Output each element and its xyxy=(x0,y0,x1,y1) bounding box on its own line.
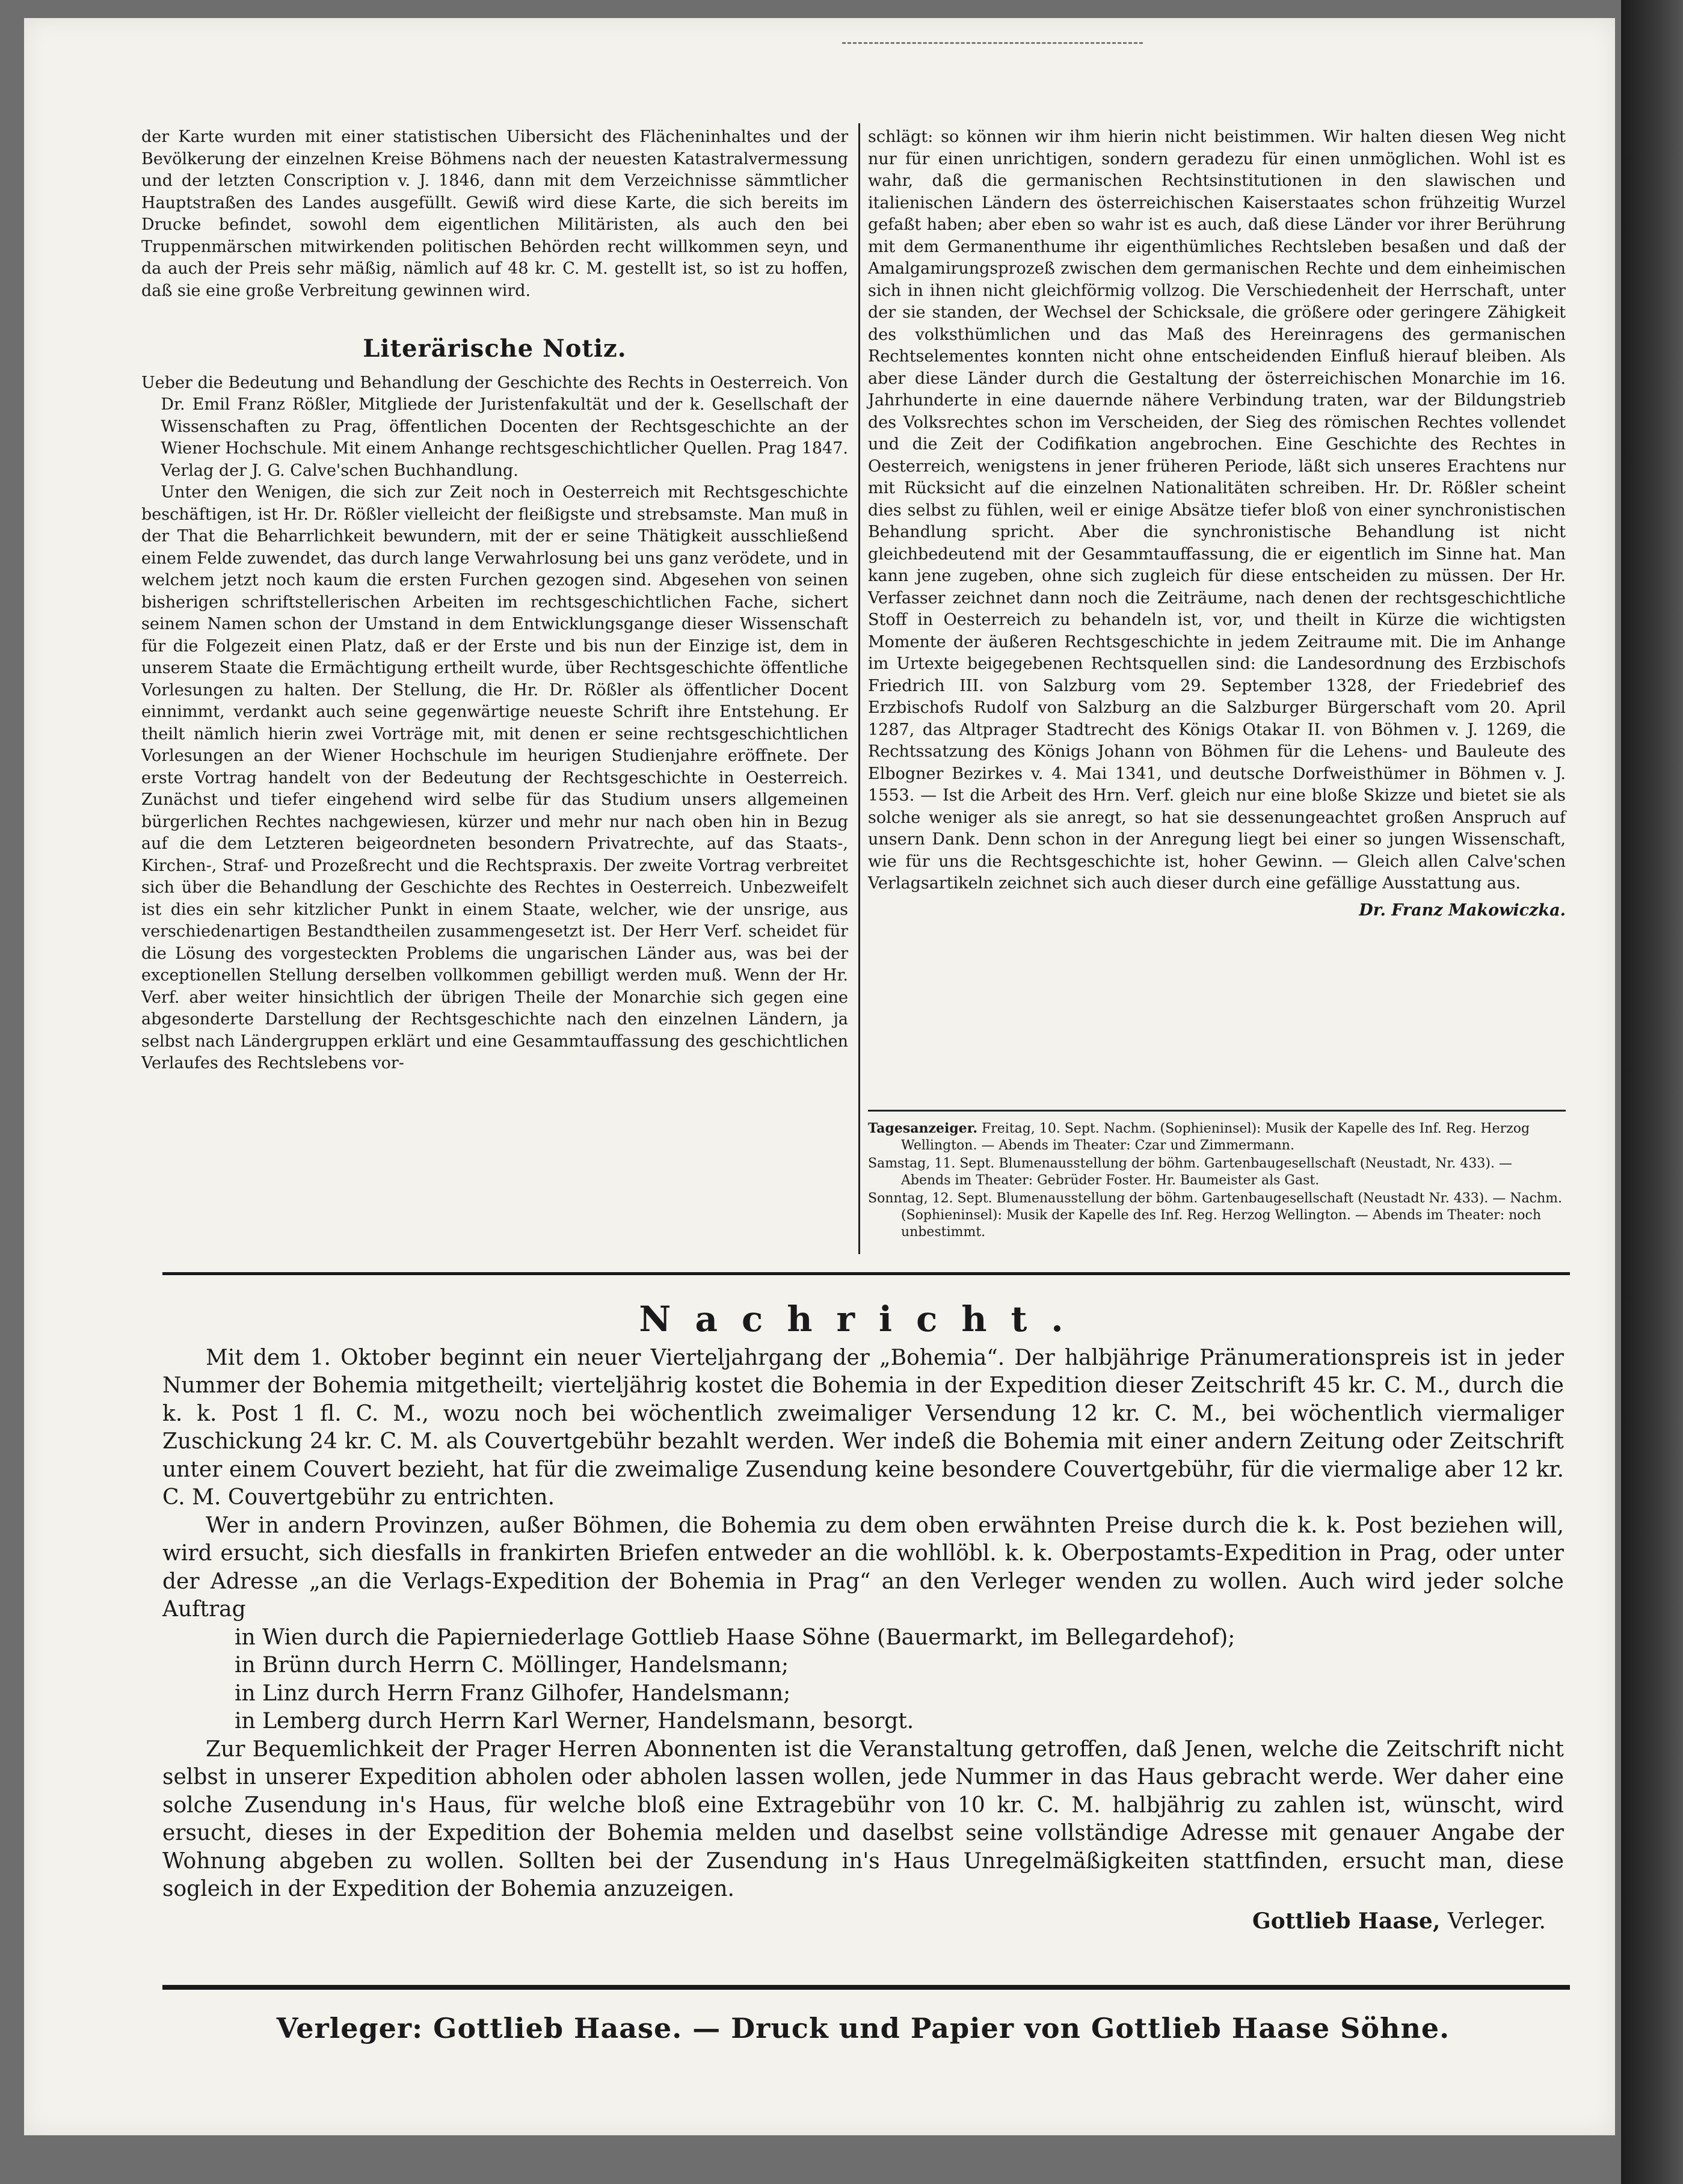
top-margin-marks xyxy=(842,24,1143,44)
right-column xyxy=(868,126,1566,921)
left-column xyxy=(141,126,848,1075)
notice-paragraph-1: Mit dem 1. Oktober beginnt ein neuer Vierteljahrgang der „Bohemia“. Der halbjährige Pränumerationspreis ist in jeder Nummer der Bohemia mitgetheilt; vierteljährig kostet die Bohemia in der Expedition dieser Zeitschrift 45 kr. C. M., durch die k. k. Post 1 fl. C. M., wozu noch bei wöchentlich zweimaliger Versendung 12 kr. C. M., bei wöchentlich viermaliger Zuschickung 24 kr. C. M. als Couvertgebühr bezahlt werden. Wer indeß die Bohemia mit einer andern Zeitung oder Zeitschrift unter einem Couvert bezieht, hat für die zweimalige Zusendung keine besondere Couvertgebühr, für die viermalige aber 12 kr. C. M. Couvertgebühr zu entrichten. xyxy=(162,1345,1564,1510)
review-signature: Dr. Franz Makowiczka. xyxy=(1359,900,1566,920)
notice-signature xyxy=(162,1907,1564,1936)
book-title-entry: Ueber die Bedeutung und Behandlung der Geschichte des Rechts in Oesterreich. Von Dr. Emil Franz Rößler, Mitgliede der Juristenfakultät und der k. Gesellschaft der Wissenschaften zu Prag, öffentlichen Docenten der Rechtsgeschichte an der Wiener Hochschule. Mit einem Anhange rechtsgeschichtlicher Quellen. Prag 1847. Verlag der J. G. Calve'schen Buchhandlung. xyxy=(141,373,848,480)
review-continuation: schlägt: so können wir ihm hierin nicht beistimmen. Wir halten diesen Weg nicht nur für einen unrichtigen, sondern geradezu für einen unmöglichen. Wohl ist es wahr, daß die germanischen Rechtsinstitutionen in den slawischen und italienischen Ländern des österreichischen Kaiserstaates schon frühzeitig Wurzel gefaßt haben; aber eben so wahr ist es auch, daß diese Länder vor ihrer Berührung mit dem Germanenthume ihr eigenthümliches Rechtsleben besaßen und daß der Amalgamirungsprozeß zwischen dem germanischen Rechte und dem einheimischen sich in ihnen nicht gleichförmig vollzog. Die Verschiedenheit der Herrschaft, unter der sie standen, der Wechsel der Schicksale, die größere oder geringere Zähigkeit des volksthümlichen und das Maß des Hereinragens des germanischen Rechtselementes konnten nicht ohne entscheidenden Einfluß hierauf bleiben. Als aber diese Länder durch die Gestaltung der österreichischen Monarchie im 16. Jahrhunderte in eine dauernde nähere Verbindung traten, war der Bildungstrieb des Volksrechtes schon im Verscheiden, der Sieg des römischen Rechtes vollendet und die Zeit der Codifikation angebrochen. Eine Geschichte des Rechtes in Oesterreich, wenigstens in jener früheren Periode, läßt sich unseres Erachtens nur mit Rücksicht auf die einzelnen Nationalitäten schreiben. Hr. Dr. Rößler scheint dies selbst zu fühlen, weil er einige Absätze tiefer bloß von einer synchronistischen Behandlung spricht. Aber die synchronistische Behandlung ist nicht gleichbedeutend mit der Gesammtauffassung, die er eigentlich im Sinne hat. Man kann jene zugeben, ohne sich zugleich für diese entscheiden zu müssen. Der Hr. Verfasser zeichnet dann noch die Zeiträume, nach denen der rechtsgeschichtliche Stoff in Oesterreich zu behandeln ist, vor, und theilt in Kürze die wichtigsten Momente der äußeren Rechtsgeschichte in jedem Zeitraume mit. Die im Anhange im Urtexte beigegebenen Rechtsquellen sind: die Landesordnung des Erzbischofs Friedrich III. von Salzburg vom 29. September 1328, der Friedebrief des Erzbischofs Rudolf von Salzburg an die Salzburger Bürgerschaft vom 20. April 1287, das Altprager Stadtrecht des Königs Otakar II. von Böhmen v. J. 1269, die Rechtssatzung des Königs Johann von Böhmen für die Lehens- und Bauleute des Elbogner Bezirkes v. 4. Mai 1341, und deutsche Dorfweisthümer in Böhmen v. J. 1553. — Ist die Arbeit des Hrn. Verf. gleich nur eine bloße Skizze und bietet sie als solche weniger als sie anregt, so hat sie dessenungeachtet großen Anspruch auf unsern Dank. Denn schon in der Anregung liegt bei einer so jungen Wissenschaft, wie für uns die Rechtsgeschichte ist, hoher Gewinn. — Gleich allen Calve'schen Verlagsartikeln zeichnet sich auch dieser durch eine gefällige Ausstattung aus. xyxy=(868,128,1566,893)
section-rule xyxy=(162,1272,1570,1275)
literary-notice-heading: Literärische Notiz. xyxy=(363,334,627,363)
agent-lemberg: in Lemberg durch Herrn Karl Werner, Handelsmann, besorgt. xyxy=(235,1709,914,1733)
notice-paragraph-2: Wer in andern Provinzen, außer Böhmen, die Bohemia zu dem oben erwähnten Preise durch die k. k. Post beziehen will, wird ersucht, sich diesfalls in frankirten Briefen entweder an die wohllöbl. k. k. Oberpostamts-Expedition in Prag, oder unter der Adresse „an die Verlags-Expedition der Bohemia in Prag“ an den Verleger wenden zu wollen. Auch wird jeder solche Auftrag xyxy=(162,1513,1564,1622)
publisher-name: Gottlieb Haase, xyxy=(1252,1908,1441,1934)
map-notice-paragraph: der Karte wurden mit einer statistischen Uibersicht des Flächeninhaltes und der Bevölkerung der einzelnen Kreise Böhmens nach der neuesten Katastralvermessung und der letzten Conscription v. J. 1846, dann mit dem Verzeichnisse sämmtlicher Hauptstraßen des Landes ausgefüllt. Gewiß wird diese Karte, die sich bereits im Drucke befindet, sowohl dem eigentlichen Militäristen, als auch den bei Truppenmärschen mitwirkenden politischen Behörden recht willkommen seyn, und da auch der Preis sehr mäßig, nämlich auf 48 kr. C. M. gestellt ist, so ist zu hoffen, daß sie eine große Verbreitung gewinnen wird. xyxy=(141,128,848,300)
calendar-friday-text: Freitag, 10. Sept. Nachm. (Sophieninsel): Musik der Kapelle des Inf. Reg. Herzog Wellington. — Abends im Theater: Czar und Zimmermann. xyxy=(901,1121,1530,1153)
calendar-friday xyxy=(868,1120,1566,1154)
daily-calendar xyxy=(868,1110,1566,1242)
column-divider xyxy=(858,123,860,1254)
calendar-sunday: Sonntag, 12. Sept. Blumenausstellung der böhm. Gartenbaugesellschaft (Neustadt Nr. 433). — Nachm. (Sophieninsel): Musik der Kapelle des Inf. Reg. Herzog Wellington. — Abends im Theater: noch unbestimmt. xyxy=(868,1191,1563,1240)
notice-title: Nachricht. xyxy=(639,1299,1088,1340)
footer-rule xyxy=(162,1985,1570,1990)
review-paragraph: Unter den Wenigen, die sich zur Zeit noch in Oesterreich mit Rechtsgeschichte beschäftigen, ist Hr. Dr. Rößler vielleicht der fleißigste und strebsamste. Man muß in der That die Beharrlichkeit bewundern, mit der er seine Thätigkeit ausschließend einem Felde zuwendet, das durch lange Verwahrlosung bei uns ganz verödete, und in welchem jetzt noch kaum die ersten Furchen gezogen sind. Abgesehen von seinen bisherigen schriftstellerischen Arbeiten im rechtsgeschichtlichen Fache, sichert seinem Namen schon der Umstand in dem Entwicklungsgange dieser Wissenschaft für die Folgezeit einen Platz, daß er der Erste und bis nun der Einzige ist, dem in unserem Staate die Ermächtigung ertheilt wurde, über Rechtsgeschichte öffentliche Vorlesungen zu halten. Der Stellung, die Hr. Dr. Rößler als öffentlicher Docent einnimmt, verdankt auch seine gegenwärtige neueste Schrift ihre Entstehung. Er theilt nämlich hierin zwei Vorträge mit, mit denen er seine rechtsgeschichtlichen Vorlesungen an der Wiener Hochschule im heurigen Studienjahre eröffnete. Der erste Vortrag handelt von der Bedeutung der Rechtsgeschichte in Oesterreich. Zunächst und tiefer eingehend wird selbe für das Studium unsers allgemeinen bürgerlichen Rechtes nachgewiesen, kürzer und mehr nur nach oben hin in Bezug auf die dem Letzteren beigeordneten besondern Privatrechte, auf das Staats-, Kirchen-, Straf- und Prozeßrecht und die Rechtspraxis. Der zweite Vortrag verbreitet sich über die Behandlung der Geschichte des Rechtes in Oesterreich. Unbezweifelt ist dies ein sehr kitzlicher Punkt in einem Staate, welcher, wie der unsrige, aus verschiedenartigen Bestandtheilen zusammengesetzt ist. Der Herr Verf. scheidet für die Lösung des vorgesteckten Problems die ungarischen Länder aus, was bei der exceptionellen Stellung derselben vollkommen gebilligt werden muß. Wenn der Hr. Verf. aber weiter hinsichtlich der übrigen Theile der Monarchie sich gegen eine abgesonderte Darstellung der Rechtsgeschichte nach den einzelnen Ländern, ja selbst nach Ländergruppen erklärt und eine Gesammtauffassung des geschichtlichen Verlaufes des Rechtslebens vor- xyxy=(141,483,848,1072)
agent-wien: in Wien durch die Papierniederlage Gottlieb Haase Söhne (Bauermarkt, im Bellegardehof); xyxy=(235,1625,1235,1650)
imprint-footer: Verleger: Gottlieb Haase. — Druck und Papier von Gottlieb Haase Söhne. xyxy=(276,2012,1450,2044)
notice-paragraph-3: Zur Bequemlichkeit der Prager Herren Abonnenten ist die Veranstaltung getroffen, daß Jenen, welche die Zeitschrift nicht selbst in unserer Expedition abholen oder abholen lassen wollen, jede Nummer in das Haus gebracht werde. Wer daher eine solche Zusendung in's Haus, für welche bloß eine Extragebühr von 10 kr. C. M. halbjährig zu zahlen ist, wünscht, wird ersucht, dieses in der Expedition der Bohemia melden und daselbst seine vollständige Adresse mit genauer Angabe der Wohnung abgeben zu wollen. Sollten bei der Zusendung in's Haus Unregelmäßigkeiten stattfinden, ersucht man, diese sogleich in der Expedition der Bohemia anzuzeigen. xyxy=(162,1736,1564,1901)
publisher-role: Verleger. xyxy=(1447,1909,1546,1934)
subscription-notice xyxy=(162,1299,1564,1936)
scan-edge xyxy=(1621,0,1683,2184)
calendar-saturday: Samstag, 11. Sept. Blumenausstellung der böhm. Gartenbaugesellschaft (Neustadt, Nr. 433). — Abends im Theater: Gebrüder Foster. Hr. Baumeister als Gast. xyxy=(868,1156,1512,1188)
calendar-label: Tagesanzeiger. xyxy=(868,1121,977,1136)
agent-bruenn: in Brünn durch Herrn C. Möllinger, Handelsmann; xyxy=(235,1653,789,1678)
agent-linz: in Linz durch Herrn Franz Gilhofer, Handelsmann; xyxy=(235,1681,791,1706)
